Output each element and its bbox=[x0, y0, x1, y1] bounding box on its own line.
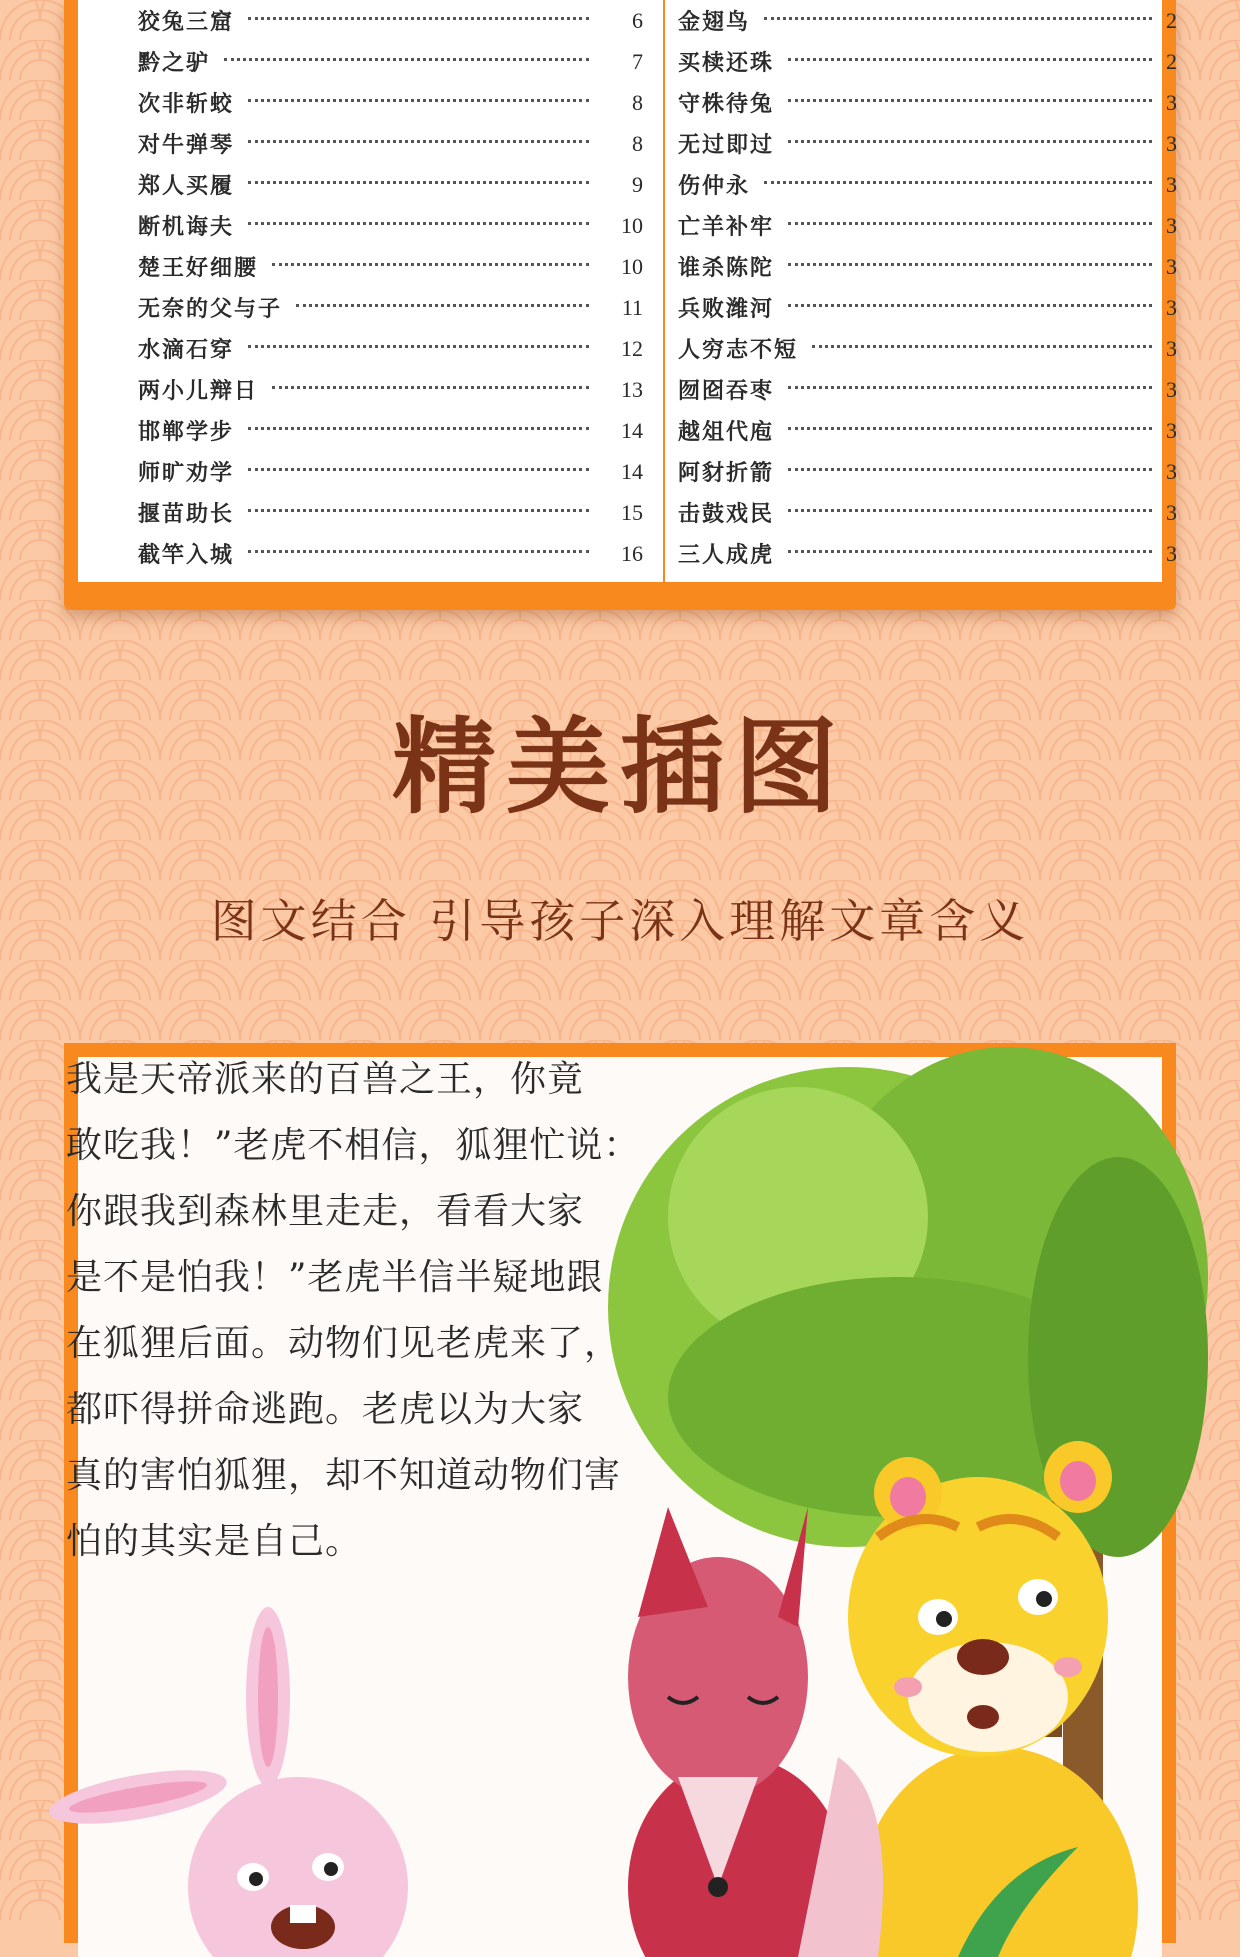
toc-entry-title: 谁杀陈陀 bbox=[678, 256, 775, 281]
toc-entry-page: 3 bbox=[1166, 212, 1177, 238]
toc-entry-title: 三人成虎 bbox=[678, 543, 775, 568]
toc-entry bbox=[138, 0, 643, 41]
toc-entry-page: 14 bbox=[621, 417, 643, 443]
story-text bbox=[66, 1047, 641, 1575]
toc-entry bbox=[138, 369, 643, 410]
toc-entry-page: 11 bbox=[621, 294, 643, 320]
toc-entry-page: 15 bbox=[621, 499, 643, 525]
toc-entry-page: 7 bbox=[632, 48, 643, 74]
toc-entry-page: 12 bbox=[621, 335, 643, 361]
toc-entry-page: 3 bbox=[1166, 417, 1177, 443]
toc-entry-page: 10 bbox=[621, 253, 643, 279]
table-of-contents-page bbox=[78, 0, 1177, 582]
toc-entry-page: 8 bbox=[632, 130, 643, 156]
toc-entry bbox=[678, 287, 1178, 328]
toc-entry-title: 截竿入城 bbox=[138, 543, 235, 568]
toc-entry-title: 邯郸学步 bbox=[138, 420, 235, 445]
toc-entry bbox=[678, 328, 1178, 369]
toc-entry-title: 黔之驴 bbox=[138, 51, 211, 76]
toc-entry-page: 3 bbox=[1166, 89, 1177, 115]
illustration-panel bbox=[64, 1043, 1176, 1943]
toc-dot-leader bbox=[272, 386, 589, 389]
story-line: 是不是怕我！”老虎半信半疑地跟 bbox=[66, 1257, 604, 1298]
toc-entry-title: 狡兔三窟 bbox=[138, 10, 235, 35]
toc-entry-page: 3 bbox=[1166, 540, 1177, 566]
toc-entry-page: 10 bbox=[621, 212, 643, 238]
story-line: 你跟我到森林里走走，看看大家 bbox=[66, 1191, 585, 1232]
toc-entry-page: 3 bbox=[1166, 376, 1177, 402]
toc-entry bbox=[138, 205, 643, 246]
toc-entry-title: 伤仲永 bbox=[678, 174, 751, 199]
table-of-contents-panel bbox=[64, 0, 1176, 610]
toc-entry-title: 金翅鸟 bbox=[678, 10, 751, 35]
toc-dot-leader bbox=[248, 468, 589, 471]
toc-dot-leader bbox=[248, 17, 589, 20]
toc-entry-page: 3 bbox=[1166, 253, 1177, 279]
toc-entry-page: 9 bbox=[632, 171, 643, 197]
section-subtitle: 图文结合 引导孩子深入理解文章含义 bbox=[210, 894, 1030, 948]
toc-entry bbox=[138, 533, 643, 574]
toc-dot-leader bbox=[788, 509, 1152, 512]
toc-dot-leader bbox=[248, 427, 589, 430]
toc-dot-leader bbox=[788, 304, 1152, 307]
fox-illustration bbox=[628, 1507, 883, 1957]
toc-entry-page: 6 bbox=[632, 7, 643, 33]
toc-dot-leader bbox=[788, 427, 1152, 430]
toc-entry-page: 2 bbox=[1166, 7, 1177, 33]
toc-entry-page: 8 bbox=[632, 89, 643, 115]
toc-dot-leader bbox=[788, 222, 1152, 225]
toc-dot-leader bbox=[272, 263, 589, 266]
toc-dot-leader bbox=[788, 550, 1152, 553]
toc-dot-leader bbox=[764, 17, 1152, 20]
toc-entry-title: 楚王好细腰 bbox=[138, 256, 259, 281]
toc-entry-title: 囫囵吞枣 bbox=[678, 379, 775, 404]
toc-dot-leader bbox=[248, 509, 589, 512]
story-line: 怕的其实是自己。 bbox=[66, 1521, 363, 1562]
toc-entry bbox=[678, 41, 1178, 82]
illustration-page bbox=[66, 1057, 1162, 1957]
toc-entry-page: 3 bbox=[1166, 130, 1177, 156]
toc-entry bbox=[138, 41, 643, 82]
toc-dot-leader bbox=[764, 181, 1152, 184]
toc-dot-leader bbox=[788, 140, 1152, 143]
toc-entry-title: 越俎代庖 bbox=[678, 420, 775, 445]
toc-entry-title: 郑人买履 bbox=[138, 174, 235, 199]
toc-dot-leader bbox=[248, 181, 589, 184]
toc-entry bbox=[138, 328, 643, 369]
toc-entry-title: 两小儿辩日 bbox=[138, 379, 259, 404]
toc-entry bbox=[138, 82, 643, 123]
toc-dot-leader bbox=[248, 140, 589, 143]
toc-entry-page: 3 bbox=[1166, 335, 1177, 361]
toc-entry bbox=[678, 246, 1178, 287]
toc-entry-page: 14 bbox=[621, 458, 643, 484]
toc-entry-page: 13 bbox=[621, 376, 643, 402]
toc-dot-leader bbox=[788, 58, 1152, 61]
toc-entry bbox=[678, 533, 1178, 574]
story-line: 在狐狸后面。动物们见老虎来了， bbox=[66, 1323, 622, 1364]
toc-column-divider bbox=[663, 0, 665, 582]
toc-dot-leader bbox=[788, 468, 1152, 471]
toc-entry bbox=[678, 410, 1178, 451]
toc-dot-leader bbox=[248, 222, 589, 225]
toc-entry-title: 无过即过 bbox=[678, 133, 775, 158]
story-line: 都吓得拼命逃跑。老虎以为大家 bbox=[66, 1389, 585, 1430]
toc-entry-title: 断机诲夫 bbox=[138, 215, 235, 240]
toc-dot-leader bbox=[296, 304, 589, 307]
toc-entry-page: 3 bbox=[1166, 294, 1177, 320]
toc-entry-title: 阿豺折箭 bbox=[678, 461, 775, 486]
toc-entry-title: 对牛弹琴 bbox=[138, 133, 235, 158]
toc-entry bbox=[138, 287, 643, 328]
toc-entry-page: 3 bbox=[1166, 458, 1177, 484]
toc-entry-title: 揠苗助长 bbox=[138, 502, 235, 527]
toc-dot-leader bbox=[788, 99, 1152, 102]
story-line: 我是天帝派来的百兽之王，你竟 bbox=[66, 1059, 585, 1100]
toc-entry-title: 买椟还珠 bbox=[678, 51, 775, 76]
toc-entry bbox=[678, 0, 1178, 41]
toc-entry bbox=[138, 451, 643, 492]
toc-dot-leader bbox=[248, 345, 589, 348]
rabbit-illustration bbox=[46, 1607, 408, 1957]
toc-dot-leader bbox=[224, 58, 589, 61]
toc-entry-title: 人穷志不短 bbox=[678, 338, 799, 363]
section-title: 精美插图 bbox=[391, 706, 848, 828]
toc-entry-title: 水滴石穿 bbox=[138, 338, 235, 363]
toc-dot-leader bbox=[788, 263, 1152, 266]
toc-entry-title: 师旷劝学 bbox=[138, 461, 235, 486]
toc-entry-title: 亡羊补牢 bbox=[678, 215, 775, 240]
toc-entry bbox=[678, 123, 1178, 164]
toc-entry bbox=[138, 164, 643, 205]
toc-dot-leader bbox=[812, 345, 1152, 348]
toc-entry bbox=[138, 123, 643, 164]
toc-entry-page: 3 bbox=[1166, 499, 1177, 525]
toc-entry bbox=[678, 205, 1178, 246]
toc-dot-leader bbox=[248, 99, 589, 102]
toc-entry-title: 无奈的父与子 bbox=[138, 297, 283, 322]
toc-entry bbox=[678, 451, 1178, 492]
toc-entry-page: 2 bbox=[1166, 48, 1177, 74]
toc-entry-title: 兵败潍河 bbox=[678, 297, 775, 322]
toc-entry-page: 3 bbox=[1166, 171, 1177, 197]
story-line: 真的害怕狐狸，却不知道动物们害 bbox=[66, 1455, 622, 1496]
toc-entry bbox=[678, 369, 1178, 410]
toc-entry-title: 次非斩蛟 bbox=[138, 92, 235, 117]
toc-entry-title: 守株待兔 bbox=[678, 92, 775, 117]
toc-entry bbox=[138, 410, 643, 451]
story-line: 敢吃我！”老虎不相信，狐狸忙说： bbox=[66, 1125, 641, 1166]
toc-entry-page: 16 bbox=[621, 540, 643, 566]
toc-entry bbox=[678, 492, 1178, 533]
toc-entry bbox=[138, 492, 643, 533]
toc-entry bbox=[678, 164, 1178, 205]
toc-entry bbox=[678, 82, 1178, 123]
toc-dot-leader bbox=[248, 550, 589, 553]
toc-entry bbox=[138, 246, 643, 287]
toc-entry-title: 击鼓戏民 bbox=[678, 502, 775, 527]
toc-dot-leader bbox=[788, 386, 1152, 389]
